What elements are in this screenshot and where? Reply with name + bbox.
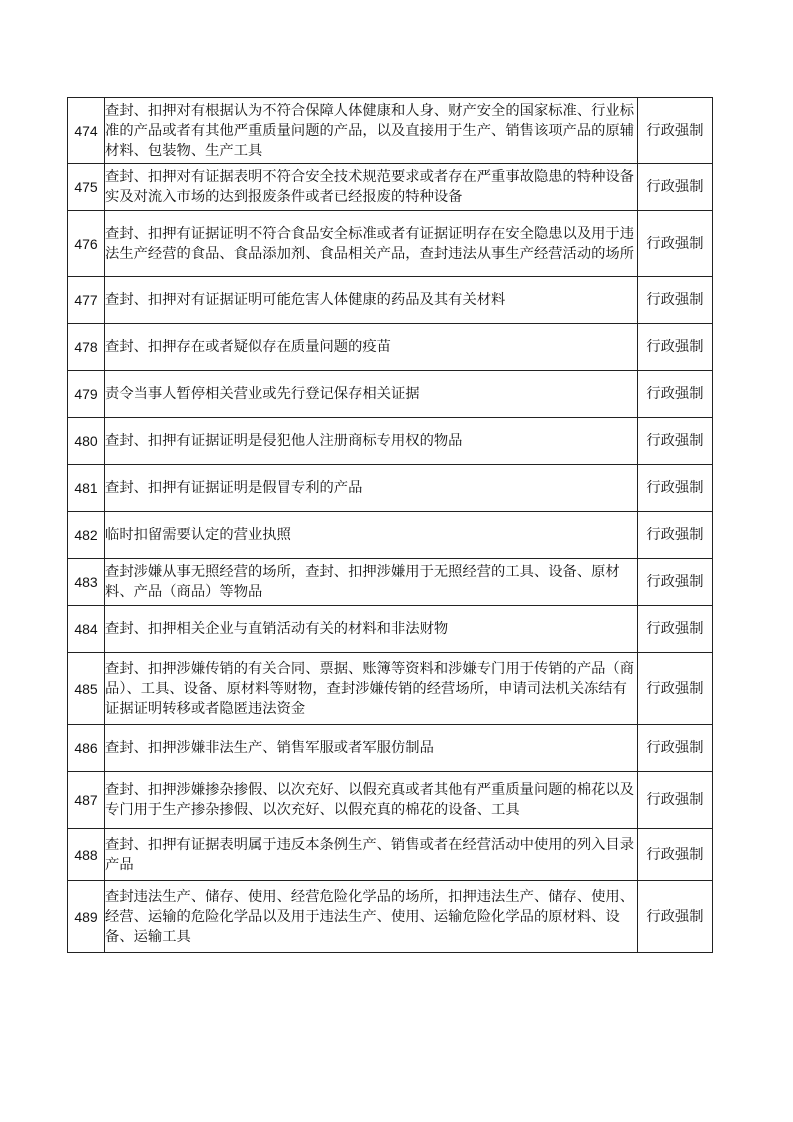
- row-number: 484: [68, 606, 105, 653]
- row-type: 行政强制: [637, 98, 712, 164]
- table-row: [68, 211, 713, 277]
- row-content: 查封、扣押涉嫌传销的有关合同、票据、账簿等资料和涉嫌专门用于传销的产品（商品）、工具、设备、原材料等财物，查封涉嫌传销的经营场所，申请司法机关冻结有证据证明转移或者隐匿违法资金: [105, 653, 638, 725]
- row-number: 486: [68, 725, 105, 772]
- row-content: 查封、扣押对有证据表明不符合安全技术规范要求或者存在严重事故隐患的特种设备实及对流入市场的达到报废条件或者已经报废的特种设备: [105, 164, 638, 211]
- row-content: 查封、扣押存在或者疑似存在质量问题的疫苗: [105, 324, 638, 371]
- row-content: 查封、扣押涉嫌掺杂掺假、以次充好、以假充真或者其他有严重质量问题的棉花以及专门用于生产掺杂掺假、以次充好、以假充真的棉花的设备、工具: [105, 772, 638, 829]
- row-type: 行政强制: [637, 881, 712, 953]
- row-number: 482: [68, 512, 105, 559]
- row-content: 查封、扣押有证据证明不符合食品安全标准或者有证据证明存在安全隐患以及用于违法生产经营的食品、食品添加剂、食品相关产品，查封违法从事生产经营活动的场所: [105, 211, 638, 277]
- row-content: 查封、扣押有证据证明是假冒专利的产品: [105, 465, 638, 512]
- table-row: [68, 559, 713, 606]
- row-type: 行政强制: [637, 211, 712, 277]
- table-row: [68, 653, 713, 725]
- row-type: 行政强制: [637, 772, 712, 829]
- table-row: [68, 606, 713, 653]
- table-row: [68, 418, 713, 465]
- row-number: 477: [68, 277, 105, 324]
- row-content: 查封、扣押对有根据认为不符合保障人体健康和人身、财产安全的国家标准、行业标准的产品或者有其他严重质量问题的产品，以及直接用于生产、销售该项产品的原辅材料、包装物、生产工具: [105, 98, 638, 164]
- row-type: 行政强制: [637, 277, 712, 324]
- row-type: 行政强制: [637, 465, 712, 512]
- row-type: 行政强制: [637, 324, 712, 371]
- row-number: 476: [68, 211, 105, 277]
- row-type: 行政强制: [637, 164, 712, 211]
- row-number: 488: [68, 829, 105, 881]
- table-row: [68, 881, 713, 953]
- table-row: [68, 512, 713, 559]
- row-number: 479: [68, 371, 105, 418]
- row-content: 查封涉嫌从事无照经营的场所，查封、扣押涉嫌用于无照经营的工具、设备、原材料、产品（商品）等物品: [105, 559, 638, 606]
- row-content: 责令当事人暂停相关营业或先行登记保存相关证据: [105, 371, 638, 418]
- row-type: 行政强制: [637, 725, 712, 772]
- row-content: 查封、扣押涉嫌非法生产、销售军服或者军服仿制品: [105, 725, 638, 772]
- row-content: 查封、扣押对有证据证明可能危害人体健康的药品及其有关材料: [105, 277, 638, 324]
- table-row: [68, 98, 713, 164]
- row-number: 481: [68, 465, 105, 512]
- row-number: 480: [68, 418, 105, 465]
- row-content: 查封、扣押有证据表明属于违反本条例生产、销售或者在经营活动中使用的列入目录产品: [105, 829, 638, 881]
- row-number: 474: [68, 98, 105, 164]
- table-row: [68, 772, 713, 829]
- row-number: 475: [68, 164, 105, 211]
- row-number: 478: [68, 324, 105, 371]
- row-type: 行政强制: [637, 418, 712, 465]
- row-content: 临时扣留需要认定的营业执照: [105, 512, 638, 559]
- row-content: 查封、扣押相关企业与直销活动有关的材料和非法财物: [105, 606, 638, 653]
- row-type: 行政强制: [637, 371, 712, 418]
- table-row: [68, 164, 713, 211]
- row-type: 行政强制: [637, 829, 712, 881]
- row-type: 行政强制: [637, 653, 712, 725]
- table-row: [68, 371, 713, 418]
- table-row: [68, 465, 713, 512]
- table-row: [68, 829, 713, 881]
- row-type: 行政强制: [637, 559, 712, 606]
- table-row: [68, 324, 713, 371]
- table-row: [68, 725, 713, 772]
- row-type: 行政强制: [637, 606, 712, 653]
- row-number: 485: [68, 653, 105, 725]
- row-number: 483: [68, 559, 105, 606]
- row-content: 查封、扣押有证据证明是侵犯他人注册商标专用权的物品: [105, 418, 638, 465]
- row-type: 行政强制: [637, 512, 712, 559]
- row-number: 489: [68, 881, 105, 953]
- power-list-table: [67, 97, 713, 953]
- table-row: [68, 277, 713, 324]
- row-content: 查封违法生产、储存、使用、经营危险化学品的场所，扣押违法生产、储存、使用、经营、运输的危险化学品以及用于违法生产、使用、运输危险化学品的原材料、设备、运输工具: [105, 881, 638, 953]
- row-number: 487: [68, 772, 105, 829]
